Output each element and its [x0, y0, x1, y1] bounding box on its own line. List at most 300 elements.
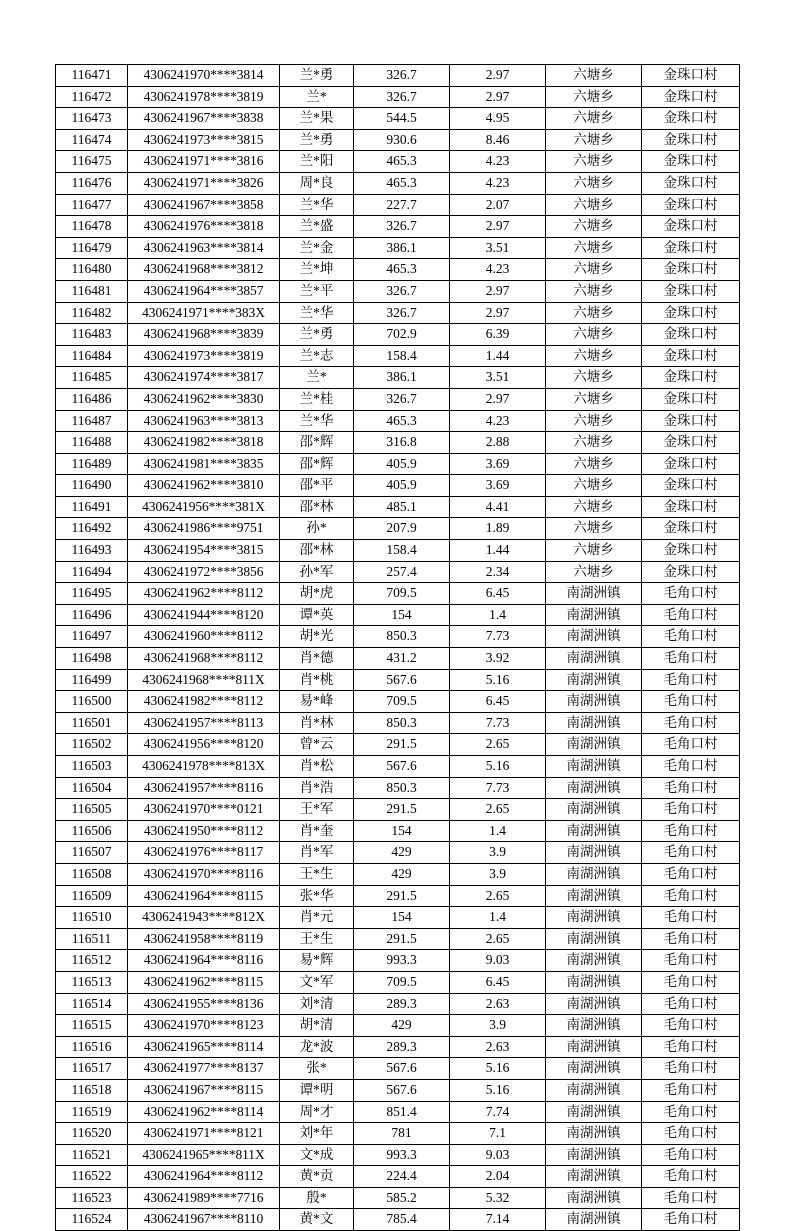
- table-row: [56, 108, 740, 130]
- roster-table: [55, 64, 740, 1231]
- cell-id-number: 4306241989****7716: [128, 1187, 280, 1209]
- cell-serial-number: 116503: [56, 756, 128, 778]
- cell-amount: 5.16: [450, 756, 546, 778]
- cell-area: 289.3: [354, 1036, 450, 1058]
- cell-amount: 2.97: [450, 86, 546, 108]
- cell-id-number: 4306241981****3835: [128, 453, 280, 475]
- cell-serial-number: 116508: [56, 863, 128, 885]
- cell-township: 南湖洲镇: [546, 1101, 642, 1123]
- cell-serial-number: 116475: [56, 151, 128, 173]
- cell-village: 金珠口村: [642, 475, 740, 497]
- cell-serial-number: 116504: [56, 777, 128, 799]
- cell-serial-number: 116501: [56, 712, 128, 734]
- cell-id-number: 4306241962****8115: [128, 971, 280, 993]
- cell-id-number: 4306241986****9751: [128, 518, 280, 540]
- cell-area: 567.6: [354, 1079, 450, 1101]
- cell-area: 154: [354, 907, 450, 929]
- cell-serial-number: 116509: [56, 885, 128, 907]
- cell-township: 六塘乡: [546, 388, 642, 410]
- cell-id-number: 4306241957****8113: [128, 712, 280, 734]
- table-row: [56, 237, 740, 259]
- cell-village: 毛角口村: [642, 928, 740, 950]
- cell-serial-number: 116510: [56, 907, 128, 929]
- cell-amount: 5.16: [450, 1079, 546, 1101]
- cell-area: 207.9: [354, 518, 450, 540]
- cell-amount: 9.03: [450, 1144, 546, 1166]
- cell-serial-number: 116474: [56, 129, 128, 151]
- cell-village: 金珠口村: [642, 410, 740, 432]
- cell-amount: 6.45: [450, 691, 546, 713]
- table-row: [56, 1166, 740, 1188]
- cell-id-number: 4306241967****8110: [128, 1209, 280, 1231]
- table-row: [56, 1101, 740, 1123]
- table-row: [56, 172, 740, 194]
- cell-serial-number: 116492: [56, 518, 128, 540]
- table-row: [56, 820, 740, 842]
- cell-serial-number: 116514: [56, 993, 128, 1015]
- cell-area: 431.2: [354, 648, 450, 670]
- cell-amount: 3.9: [450, 863, 546, 885]
- cell-name: 胡*清: [280, 1015, 354, 1037]
- cell-id-number: 4306241971****383X: [128, 302, 280, 324]
- cell-village: 毛角口村: [642, 1101, 740, 1123]
- cell-id-number: 4306241958****8119: [128, 928, 280, 950]
- table-row: [56, 907, 740, 929]
- cell-area: 291.5: [354, 928, 450, 950]
- cell-amount: 2.97: [450, 302, 546, 324]
- cell-serial-number: 116522: [56, 1166, 128, 1188]
- cell-serial-number: 116472: [56, 86, 128, 108]
- cell-village: 金珠口村: [642, 259, 740, 281]
- cell-village: 金珠口村: [642, 108, 740, 130]
- cell-name: 兰*坤: [280, 259, 354, 281]
- table-row: [56, 1144, 740, 1166]
- cell-village: 毛角口村: [642, 1015, 740, 1037]
- cell-township: 南湖洲镇: [546, 1015, 642, 1037]
- cell-village: 毛角口村: [642, 971, 740, 993]
- cell-amount: 3.92: [450, 648, 546, 670]
- cell-village: 金珠口村: [642, 65, 740, 87]
- cell-serial-number: 116490: [56, 475, 128, 497]
- cell-id-number: 4306241962****8112: [128, 583, 280, 605]
- cell-id-number: 4306241965****811X: [128, 1144, 280, 1166]
- cell-name: 王*生: [280, 863, 354, 885]
- cell-name: 殷*: [280, 1187, 354, 1209]
- cell-serial-number: 116496: [56, 604, 128, 626]
- cell-serial-number: 116512: [56, 950, 128, 972]
- table-row: [56, 496, 740, 518]
- cell-village: 金珠口村: [642, 518, 740, 540]
- cell-village: 毛角口村: [642, 756, 740, 778]
- cell-area: 405.9: [354, 453, 450, 475]
- cell-amount: 3.69: [450, 475, 546, 497]
- cell-name: 兰*: [280, 86, 354, 108]
- table-row: [56, 324, 740, 346]
- cell-township: 六塘乡: [546, 216, 642, 238]
- cell-area: 465.3: [354, 172, 450, 194]
- table-row: [56, 302, 740, 324]
- cell-township: 南湖洲镇: [546, 1166, 642, 1188]
- cell-township: 南湖洲镇: [546, 583, 642, 605]
- cell-township: 南湖洲镇: [546, 734, 642, 756]
- cell-township: 南湖洲镇: [546, 842, 642, 864]
- cell-village: 金珠口村: [642, 237, 740, 259]
- cell-area: 429: [354, 1015, 450, 1037]
- cell-id-number: 4306241976****8117: [128, 842, 280, 864]
- cell-name: 邵*辉: [280, 432, 354, 454]
- cell-village: 毛角口村: [642, 885, 740, 907]
- cell-serial-number: 116473: [56, 108, 128, 130]
- cell-name: 张*: [280, 1058, 354, 1080]
- cell-name: 谭*明: [280, 1079, 354, 1101]
- table-row: [56, 777, 740, 799]
- cell-area: 405.9: [354, 475, 450, 497]
- table-row: [56, 453, 740, 475]
- cell-name: 兰*阳: [280, 151, 354, 173]
- cell-area: 224.4: [354, 1166, 450, 1188]
- cell-name: 兰*华: [280, 194, 354, 216]
- cell-serial-number: 116481: [56, 280, 128, 302]
- cell-village: 毛角口村: [642, 820, 740, 842]
- cell-township: 六塘乡: [546, 108, 642, 130]
- cell-village: 金珠口村: [642, 367, 740, 389]
- cell-id-number: 4306241982****8112: [128, 691, 280, 713]
- cell-amount: 7.73: [450, 712, 546, 734]
- cell-id-number: 4306241967****8115: [128, 1079, 280, 1101]
- cell-id-number: 4306241982****3818: [128, 432, 280, 454]
- cell-village: 金珠口村: [642, 561, 740, 583]
- cell-area: 257.4: [354, 561, 450, 583]
- cell-area: 326.7: [354, 388, 450, 410]
- cell-village: 毛角口村: [642, 648, 740, 670]
- cell-village: 金珠口村: [642, 432, 740, 454]
- cell-amount: 6.39: [450, 324, 546, 346]
- table-row: [56, 1015, 740, 1037]
- cell-amount: 5.16: [450, 669, 546, 691]
- cell-area: 567.6: [354, 1058, 450, 1080]
- cell-township: 六塘乡: [546, 151, 642, 173]
- cell-name: 兰*平: [280, 280, 354, 302]
- cell-village: 毛角口村: [642, 950, 740, 972]
- cell-area: 227.7: [354, 194, 450, 216]
- cell-area: 429: [354, 863, 450, 885]
- cell-area: 158.4: [354, 540, 450, 562]
- cell-township: 南湖洲镇: [546, 1144, 642, 1166]
- cell-id-number: 4306241970****8123: [128, 1015, 280, 1037]
- cell-name: 张*华: [280, 885, 354, 907]
- table-row: [56, 367, 740, 389]
- table-row: [56, 410, 740, 432]
- cell-serial-number: 116506: [56, 820, 128, 842]
- cell-area: 154: [354, 604, 450, 626]
- cell-village: 毛角口村: [642, 734, 740, 756]
- cell-amount: 2.34: [450, 561, 546, 583]
- cell-name: 易*辉: [280, 950, 354, 972]
- cell-township: 南湖洲镇: [546, 820, 642, 842]
- table-row: [56, 561, 740, 583]
- table-row: [56, 842, 740, 864]
- cell-name: 兰*桂: [280, 388, 354, 410]
- cell-township: 南湖洲镇: [546, 648, 642, 670]
- cell-name: 兰*勇: [280, 129, 354, 151]
- cell-serial-number: 116483: [56, 324, 128, 346]
- cell-name: 肖*奎: [280, 820, 354, 842]
- cell-serial-number: 116479: [56, 237, 128, 259]
- cell-area: 386.1: [354, 237, 450, 259]
- cell-name: 刘*清: [280, 993, 354, 1015]
- cell-township: 六塘乡: [546, 302, 642, 324]
- cell-serial-number: 116507: [56, 842, 128, 864]
- cell-amount: 2.97: [450, 65, 546, 87]
- cell-township: 南湖洲镇: [546, 971, 642, 993]
- table-row: [56, 1209, 740, 1231]
- cell-amount: 5.32: [450, 1187, 546, 1209]
- cell-name: 肖*桃: [280, 669, 354, 691]
- cell-area: 567.6: [354, 756, 450, 778]
- table-row: [56, 1036, 740, 1058]
- table-row: [56, 345, 740, 367]
- cell-id-number: 4306241973****3815: [128, 129, 280, 151]
- cell-name: 兰*华: [280, 302, 354, 324]
- cell-township: 六塘乡: [546, 86, 642, 108]
- cell-id-number: 4306241957****8116: [128, 777, 280, 799]
- cell-serial-number: 116487: [56, 410, 128, 432]
- cell-id-number: 4306241970****3814: [128, 65, 280, 87]
- cell-township: 六塘乡: [546, 453, 642, 475]
- table-row: [56, 65, 740, 87]
- cell-amount: 2.88: [450, 432, 546, 454]
- table-row: [56, 129, 740, 151]
- cell-township: 六塘乡: [546, 280, 642, 302]
- cell-id-number: 4306241972****3856: [128, 561, 280, 583]
- cell-township: 南湖洲镇: [546, 1079, 642, 1101]
- cell-township: 六塘乡: [546, 496, 642, 518]
- cell-amount: 2.04: [450, 1166, 546, 1188]
- cell-township: 南湖洲镇: [546, 691, 642, 713]
- cell-name: 王*军: [280, 799, 354, 821]
- cell-village: 金珠口村: [642, 496, 740, 518]
- cell-amount: 3.9: [450, 1015, 546, 1037]
- cell-serial-number: 116502: [56, 734, 128, 756]
- cell-name: 龙*波: [280, 1036, 354, 1058]
- cell-area: 291.5: [354, 799, 450, 821]
- cell-serial-number: 116480: [56, 259, 128, 281]
- cell-id-number: 4306241954****3815: [128, 540, 280, 562]
- cell-village: 金珠口村: [642, 129, 740, 151]
- cell-serial-number: 116493: [56, 540, 128, 562]
- cell-amount: 7.73: [450, 777, 546, 799]
- cell-name: 兰*勇: [280, 65, 354, 87]
- cell-name: 肖*松: [280, 756, 354, 778]
- cell-township: 六塘乡: [546, 345, 642, 367]
- cell-area: 850.3: [354, 777, 450, 799]
- cell-name: 孙*: [280, 518, 354, 540]
- cell-village: 金珠口村: [642, 216, 740, 238]
- cell-area: 289.3: [354, 993, 450, 1015]
- cell-amount: 1.4: [450, 604, 546, 626]
- cell-village: 毛角口村: [642, 1209, 740, 1231]
- cell-id-number: 4306241968****3839: [128, 324, 280, 346]
- cell-name: 兰*: [280, 367, 354, 389]
- cell-name: 文*军: [280, 971, 354, 993]
- cell-id-number: 4306241968****8112: [128, 648, 280, 670]
- cell-name: 王*生: [280, 928, 354, 950]
- cell-township: 南湖洲镇: [546, 863, 642, 885]
- cell-serial-number: 116499: [56, 669, 128, 691]
- cell-village: 毛角口村: [642, 691, 740, 713]
- table-row: [56, 259, 740, 281]
- cell-township: 南湖洲镇: [546, 1058, 642, 1080]
- cell-amount: 4.23: [450, 151, 546, 173]
- cell-township: 六塘乡: [546, 540, 642, 562]
- cell-area: 291.5: [354, 885, 450, 907]
- cell-village: 金珠口村: [642, 172, 740, 194]
- cell-area: 429: [354, 842, 450, 864]
- table-row: [56, 1079, 740, 1101]
- table-row: [56, 885, 740, 907]
- cell-area: 785.4: [354, 1209, 450, 1231]
- cell-village: 金珠口村: [642, 324, 740, 346]
- cell-amount: 2.63: [450, 993, 546, 1015]
- cell-id-number: 4306241968****811X: [128, 669, 280, 691]
- cell-township: 六塘乡: [546, 432, 642, 454]
- cell-amount: 3.51: [450, 367, 546, 389]
- cell-id-number: 4306241955****8136: [128, 993, 280, 1015]
- cell-township: 六塘乡: [546, 237, 642, 259]
- cell-serial-number: 116519: [56, 1101, 128, 1123]
- table-row: [56, 993, 740, 1015]
- cell-area: 993.3: [354, 1144, 450, 1166]
- cell-serial-number: 116471: [56, 65, 128, 87]
- cell-area: 316.8: [354, 432, 450, 454]
- cell-village: 毛角口村: [642, 604, 740, 626]
- cell-name: 文*成: [280, 1144, 354, 1166]
- cell-name: 邵*林: [280, 540, 354, 562]
- table-row: [56, 648, 740, 670]
- cell-village: 金珠口村: [642, 280, 740, 302]
- cell-serial-number: 116485: [56, 367, 128, 389]
- cell-township: 南湖洲镇: [546, 626, 642, 648]
- cell-village: 毛角口村: [642, 712, 740, 734]
- cell-name: 兰*果: [280, 108, 354, 130]
- cell-name: 肖*元: [280, 907, 354, 929]
- cell-area: 326.7: [354, 216, 450, 238]
- table-row: [56, 518, 740, 540]
- cell-township: 南湖洲镇: [546, 669, 642, 691]
- cell-serial-number: 116488: [56, 432, 128, 454]
- cell-serial-number: 116523: [56, 1187, 128, 1209]
- cell-township: 南湖洲镇: [546, 885, 642, 907]
- cell-township: 六塘乡: [546, 65, 642, 87]
- cell-area: 291.5: [354, 734, 450, 756]
- cell-serial-number: 116491: [56, 496, 128, 518]
- cell-village: 金珠口村: [642, 302, 740, 324]
- cell-township: 南湖洲镇: [546, 950, 642, 972]
- cell-serial-number: 116513: [56, 971, 128, 993]
- cell-name: 刘*年: [280, 1123, 354, 1145]
- cell-serial-number: 116521: [56, 1144, 128, 1166]
- cell-township: 南湖洲镇: [546, 604, 642, 626]
- cell-id-number: 4306241967****3858: [128, 194, 280, 216]
- cell-serial-number: 116500: [56, 691, 128, 713]
- cell-id-number: 4306241978****3819: [128, 86, 280, 108]
- cell-name: 胡*光: [280, 626, 354, 648]
- cell-amount: 1.4: [450, 820, 546, 842]
- cell-area: 930.6: [354, 129, 450, 151]
- cell-township: 六塘乡: [546, 129, 642, 151]
- cell-area: 585.2: [354, 1187, 450, 1209]
- table-row: [56, 388, 740, 410]
- cell-township: 六塘乡: [546, 259, 642, 281]
- cell-amount: 3.69: [450, 453, 546, 475]
- cell-name: 黄*贡: [280, 1166, 354, 1188]
- cell-amount: 2.97: [450, 216, 546, 238]
- cell-name: 黄*文: [280, 1209, 354, 1231]
- table-row: [56, 1058, 740, 1080]
- cell-id-number: 4306241978****813X: [128, 756, 280, 778]
- cell-township: 六塘乡: [546, 475, 642, 497]
- cell-area: 850.3: [354, 712, 450, 734]
- cell-village: 毛角口村: [642, 1058, 740, 1080]
- cell-area: 326.7: [354, 302, 450, 324]
- cell-township: 南湖洲镇: [546, 1187, 642, 1209]
- cell-amount: 2.65: [450, 734, 546, 756]
- cell-area: 326.7: [354, 86, 450, 108]
- cell-area: 386.1: [354, 367, 450, 389]
- cell-village: 毛角口村: [642, 669, 740, 691]
- table-row: [56, 280, 740, 302]
- cell-amount: 2.07: [450, 194, 546, 216]
- cell-id-number: 4306241964****8112: [128, 1166, 280, 1188]
- cell-amount: 1.44: [450, 540, 546, 562]
- cell-village: 金珠口村: [642, 86, 740, 108]
- cell-id-number: 4306241976****3818: [128, 216, 280, 238]
- cell-amount: 1.44: [450, 345, 546, 367]
- table-row: [56, 432, 740, 454]
- cell-village: 金珠口村: [642, 540, 740, 562]
- cell-name: 孙*军: [280, 561, 354, 583]
- cell-township: 六塘乡: [546, 194, 642, 216]
- cell-id-number: 4306241950****8112: [128, 820, 280, 842]
- table-row: [56, 756, 740, 778]
- cell-amount: 2.65: [450, 799, 546, 821]
- cell-serial-number: 116516: [56, 1036, 128, 1058]
- cell-area: 158.4: [354, 345, 450, 367]
- cell-township: 六塘乡: [546, 518, 642, 540]
- cell-serial-number: 116515: [56, 1015, 128, 1037]
- cell-serial-number: 116486: [56, 388, 128, 410]
- cell-id-number: 4306241970****0121: [128, 799, 280, 821]
- cell-amount: 2.97: [450, 280, 546, 302]
- cell-village: 毛角口村: [642, 626, 740, 648]
- cell-amount: 3.51: [450, 237, 546, 259]
- cell-id-number: 4306241944****8120: [128, 604, 280, 626]
- cell-area: 702.9: [354, 324, 450, 346]
- table-row: [56, 151, 740, 173]
- table-row: [56, 1187, 740, 1209]
- cell-amount: 5.16: [450, 1058, 546, 1080]
- cell-township: 六塘乡: [546, 172, 642, 194]
- cell-amount: 7.74: [450, 1101, 546, 1123]
- cell-village: 毛角口村: [642, 907, 740, 929]
- cell-village: 毛角口村: [642, 799, 740, 821]
- cell-id-number: 4306241956****381X: [128, 496, 280, 518]
- cell-area: 851.4: [354, 1101, 450, 1123]
- cell-id-number: 4306241963****3813: [128, 410, 280, 432]
- cell-name: 胡*虎: [280, 583, 354, 605]
- table-row: [56, 86, 740, 108]
- table-row: [56, 475, 740, 497]
